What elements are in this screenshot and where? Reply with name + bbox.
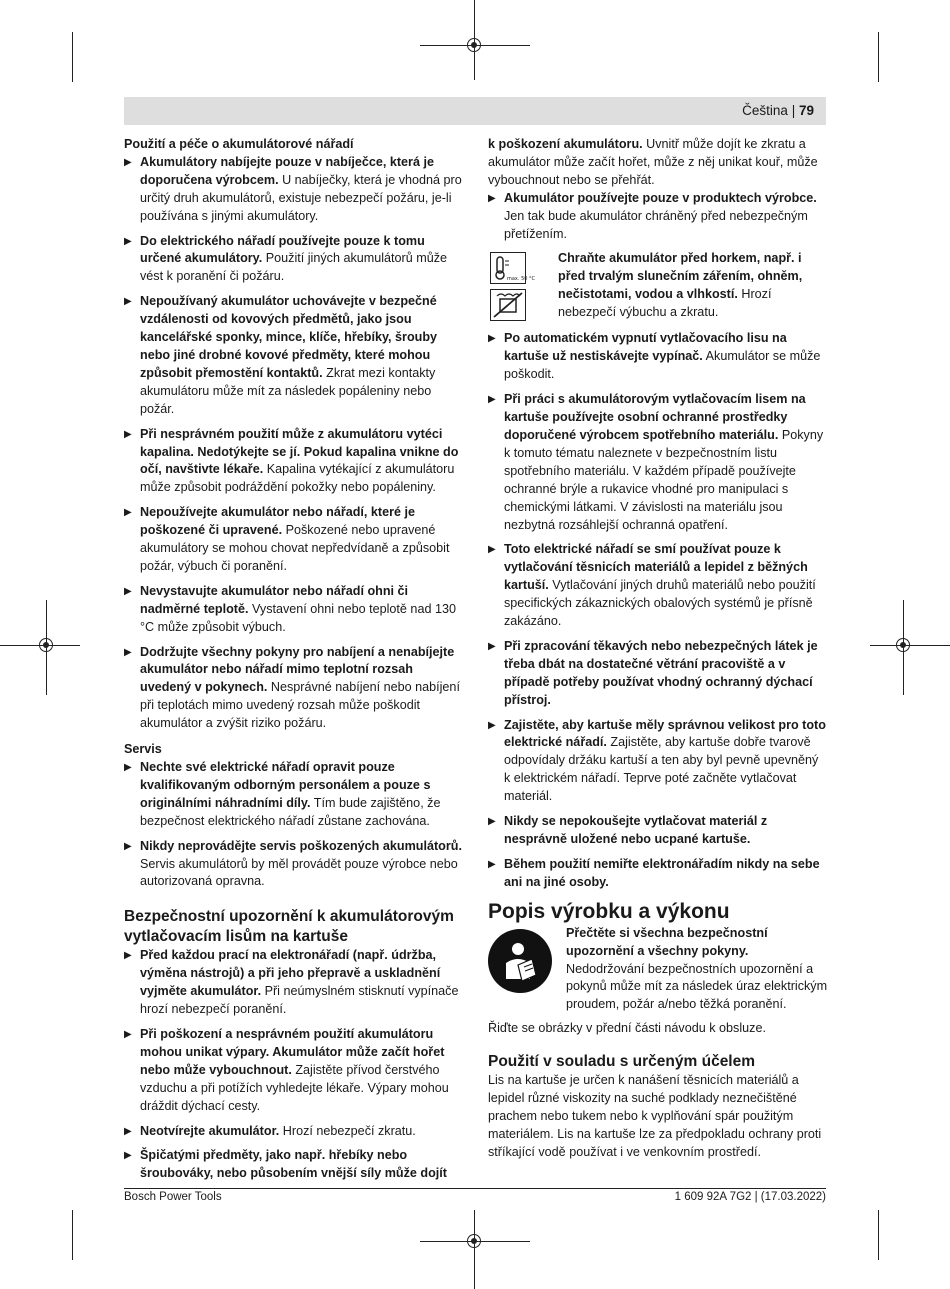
page-number: 79 (798, 103, 814, 118)
item-bold: Akumulátor používejte pouze v produktech výrobce. (504, 190, 817, 205)
bullet-icon: ▶ (488, 719, 496, 731)
list-item (488, 717, 828, 807)
read-rest: Nedodržování bezpečnostních upozornění a pokynů může mít za následek úraz elektrickým proudem, požár a/nebo těžká poranění. (566, 961, 828, 1012)
heat-warning-bold: Chraňte akumulátor před horkem, např. i před trvalým slunečním zářením, ohněm, nečistotami, vodou a vlhkostí. (558, 251, 803, 302)
list-item (124, 426, 466, 498)
item-bold: Během použití nemiřte elektronářadím nikdy na sebe ani na jiné osoby. (504, 856, 820, 889)
list-item (124, 504, 466, 576)
bullet-icon: ▶ (124, 296, 132, 308)
temperature-limit-icon (490, 252, 536, 284)
list-item (124, 838, 466, 892)
svg-text:max. 50 °C: max. 50 °C (507, 276, 536, 283)
item-bold: Nepoužívaný akumulátor uchovávejte v bezpečné vzdálenosti od kovových předmětů, jako jsou kancelářské sponky, mince, klíče, hřebíky, šrouby nebo jiné drobné kovové předměty, které mohou způsobit přemostění kontaktů. (140, 294, 438, 380)
bullet-icon: ▶ (124, 156, 132, 168)
bullet-icon: ▶ (488, 333, 496, 345)
item-text: Použití jiných akumulátorů může vést k poranění či požáru. (140, 251, 448, 284)
header-band (124, 97, 826, 125)
item-bold: Po automatickém vypnutí vytlačovacího lisu na kartuše už nestiskávejte vypínač. (504, 331, 787, 364)
item-text: Kapalina vytékající z akumulátoru může způsobit podráždění pokožky nebo popáleniny. (140, 462, 455, 495)
crop-line-right (870, 645, 950, 646)
intended-use-text: Lis na kartuše je určen k nanášení těsnicích materiálů a lepidel různé viskozity na suché podklady neznečištěné prachem nebo tukem nebo k vyplňování spár použitým materiálem. Lis na kartuše lze za předpokladu ochrany proti stříkající vodě používat i ve venkovním prostředí. (488, 1073, 822, 1159)
section-title-service: Servis (124, 742, 162, 757)
item-text: Tím bude zajištěno, že bezpečnost elektrického nářadí zůstane zachována. (140, 795, 441, 828)
item-text: Nesprávné nabíjení nebo nabíjení při teplotách mimo uvedený rozsah může poškodit akumulátor a zvýšit riziko požáru. (140, 680, 460, 731)
bullet-icon: ▶ (488, 192, 496, 204)
item-text: Jen tak bude akumulátor chráněný před nebezpečným přetížením. (504, 208, 808, 241)
bullet-icon: ▶ (124, 762, 132, 773)
no-water-battery-icon (490, 289, 526, 321)
item-bold: Při práci s akumulátorovým vytlačovacím lisem na kartuše používejte osobní ochranné prostředky doporučené výrobcem spotřebního materiálu. (504, 392, 806, 442)
item-text: Zkrat mezi kontakty akumulátoru může mít za následek popáleniny nebo požár. (140, 365, 436, 416)
list-item (124, 1026, 466, 1116)
item-bold: Nikdy se nepokoušejte vytlačovat materiál z nesprávně uložené nebo ucpané kartuše. (504, 814, 768, 846)
item-bold: Nepoužívejte akumulátor nebo nářadí, které je poškozené či upravené. (140, 505, 416, 538)
read-bold: Přečtěte si všechna bezpečnostní upozornění a všechny pokyny. (566, 925, 768, 958)
bullet-icon: ▶ (488, 544, 496, 556)
list-cartridge-safety (124, 947, 466, 1183)
warning-icons (490, 252, 536, 326)
footer-divider (124, 1188, 826, 1189)
list-item (124, 233, 466, 287)
item-text: Vystavení ohni nebo teplotě nad 130 °C může způsobit výbuch. (140, 601, 456, 634)
item-text: Pokyny k tomuto tématu naleznete v bezpečnostním listu spotřebního materiálu. V každém případě používejte ochranné brýle a rukavice vhodné pro manipulaci s chemickými látkami. V závislosti na materiálu jsou nezbytná rozsáhlejší ochranná opatření. (504, 427, 824, 532)
item-bold: Dodržujte všechny pokyny pro nabíjení a nenabíjejte akumulátor nebo nářadí mimo teplotní rozsah uvedený v pokynech. (140, 644, 455, 695)
list-item (488, 391, 828, 534)
list-service (124, 759, 466, 891)
bullet-icon: ▶ (124, 1150, 132, 1162)
list-item (124, 1147, 466, 1183)
heat-warning-block (488, 250, 828, 322)
list-item (124, 1123, 466, 1141)
crop-line-bottom (474, 1210, 475, 1289)
bullet-icon: ▶ (124, 507, 132, 519)
item-text: Servis akumulátorů by měl provádět pouze výrobce nebo autorizovaná opravna. (140, 856, 458, 889)
item-text: Zajistěte přívod čerstvého vzduchu a při potížích vyhledejte lékaře. Výpary mohou dráždit dýchací cesty. (140, 1062, 449, 1113)
registration-mark-top-icon (467, 38, 481, 52)
footer-right: 1 609 92A 7G2 | (17.03.2022) (674, 1191, 826, 1203)
bullet-icon: ▶ (124, 1028, 132, 1040)
bullet-icon: ▶ (124, 428, 132, 440)
continued-paragraph (488, 136, 828, 190)
bullet-icon: ▶ (124, 646, 132, 658)
list-item (124, 154, 466, 226)
crop-line-bottom-left (72, 1210, 73, 1260)
registration-mark-bottom-icon (467, 1234, 481, 1248)
item-bold: Nevystavujte akumulátor nebo nářadí ohni či nadměrné teplotě. (140, 583, 409, 616)
item-text: Akumulátor se může poškodit. (504, 349, 821, 382)
list-item (488, 856, 828, 892)
heat-warning-rest: Hrozí nebezpečí výbuchu a zkratu. (558, 287, 772, 320)
bullet-icon: ▶ (124, 840, 132, 852)
bullet-icon: ▶ (124, 235, 132, 247)
item-text: Vytlačování jiných druhů materiálů nebo použití specifických zákaznických obalových systémů je přísně zakázáno. (504, 578, 816, 629)
list-item (488, 541, 828, 631)
crop-line-top-left (72, 32, 73, 82)
item-text: Při neúmyslném stisknutí vypínače hrozí nebezpečí poranění. (140, 984, 459, 1017)
right-column (488, 136, 828, 1162)
continued-bold: k poškození akumulátoru. (488, 137, 643, 151)
list-right (488, 330, 828, 891)
item-bold: Toto elektrické nářadí se smí používat pouze k vytlačování těsnicích materiálů a lepidel z běžných kartuší. (504, 542, 808, 593)
crop-line-bottom-right (878, 1210, 879, 1260)
item-bold: Zajistěte, aby kartuše měly správnou velikost pro toto elektrické nářadí. (504, 717, 826, 750)
section-title-use-care: Použití a péče o akumulátorové nářadí (124, 137, 354, 151)
list-item (124, 293, 466, 418)
crop-line-top-right (878, 32, 879, 82)
figures-note: Řiďte se obrázky v přední části návodu k obsluze. (488, 1021, 766, 1036)
item-bold: Při poškození a nesprávném použití akumulátoru mohou unikat výpary. Akumulátor může začít hořet nebo může vybouchnout. (140, 1026, 445, 1077)
bullet-icon: ▶ (124, 1125, 132, 1137)
list-item (488, 813, 828, 849)
item-bold: Nechte své elektrické nářadí opravit pouze kvalifikovaným odborným personálem a pouze s originálními náhradními díly. (140, 760, 431, 810)
list-item (124, 583, 466, 637)
list-item (488, 330, 828, 384)
bullet-icon: ▶ (488, 858, 496, 870)
list-item (124, 759, 466, 831)
section-title-intended-use: Použití v souladu s určeným účelem (488, 1053, 756, 1071)
bullet-icon: ▶ (488, 816, 496, 828)
list-use-care (124, 154, 466, 733)
item-text: Zajistěte, aby kartuše dobře tvarově odpovídaly držáku kartuší a ten aby byl pevně upevněný k elektrickém nářadí. Teprve poté začněte vytlačovat materiál. (504, 735, 819, 804)
item-text: Poškozené nebo upravené akumulátory se mohou chovat nepředvídaně a způsobit požár, výbuch či poranění. (140, 523, 450, 573)
item-bold: Akumulátory nabíjejte pouze v nabíječce, která je doporučena výrobcem. (140, 154, 434, 187)
read-instructions-text (566, 925, 828, 1015)
item-bold: Nikdy neprovádějte servis poškozených akumulátorů. (140, 838, 462, 853)
section-title-cartridge-safety: Bezpečnostní upozornění k akumulátorovým vytlačovacím lisům na kartuše (124, 908, 454, 946)
heat-warning-text (558, 250, 828, 322)
item-bold: Při nesprávném použití může z akumulátoru vytéci kapalina. Nedotýkejte se jí. Pokud kapalina vnikne do očí, navštivte lékaře. (140, 426, 459, 477)
footer-left: Bosch Power Tools (124, 1191, 222, 1203)
page-header: Čeština | 79 (742, 103, 814, 118)
bullet-icon: ▶ (488, 394, 496, 406)
item-text: Hrozí nebezpečí zkratu. (279, 1123, 416, 1138)
item-bold: Do elektrického nářadí používejte pouze k tomu určené akumulátory. (140, 233, 425, 266)
registration-mark-left-icon (39, 638, 53, 652)
read-manual-icon (488, 929, 552, 993)
list-item (488, 190, 828, 244)
item-text: U nabíječky, která je vhodná pro určitý druh akumulátorů, existuje nebezpečí požáru, je-li používána s jinými akumulátory. (140, 172, 462, 223)
read-instructions-block (488, 925, 828, 1015)
bullet-icon: ▶ (124, 950, 132, 962)
list-item (124, 947, 466, 1019)
list-item (488, 638, 828, 710)
bullet-icon: ▶ (488, 640, 496, 652)
section-title-product-description: Popis výrobku a výkonu (488, 899, 730, 923)
item-bold: Špičatými předměty, jako např. hřebíky nebo šroubováky, nebo působením vnější síly může dojít (140, 1148, 447, 1181)
item-bold: Neotvírejte akumulátor. (140, 1123, 280, 1138)
left-column (124, 136, 466, 1190)
header-language: Čeština (742, 103, 788, 118)
bullet-icon: ▶ (124, 585, 132, 597)
item-bold: Před každou prací na elektronářadí (např. údržba, výměna nástrojů) a při jeho přepravě a uskladnění vyjměte akumulátor. (140, 948, 441, 999)
item-bold: Při zpracování těkavých nebo nebezpečných látek je třeba dbát na dostatečné větrání pracoviště a v případě potřeby používat vhodný ochranný dýchací přístroj. (504, 638, 818, 707)
list-item (124, 644, 466, 734)
registration-mark-right-icon (896, 638, 910, 652)
continued-text: Uvnitř může dojít ke zkratu a akumulátor může začít hořet, může z něj unikat kouř, může vybouchnout nebo se přehřát. (488, 137, 818, 187)
